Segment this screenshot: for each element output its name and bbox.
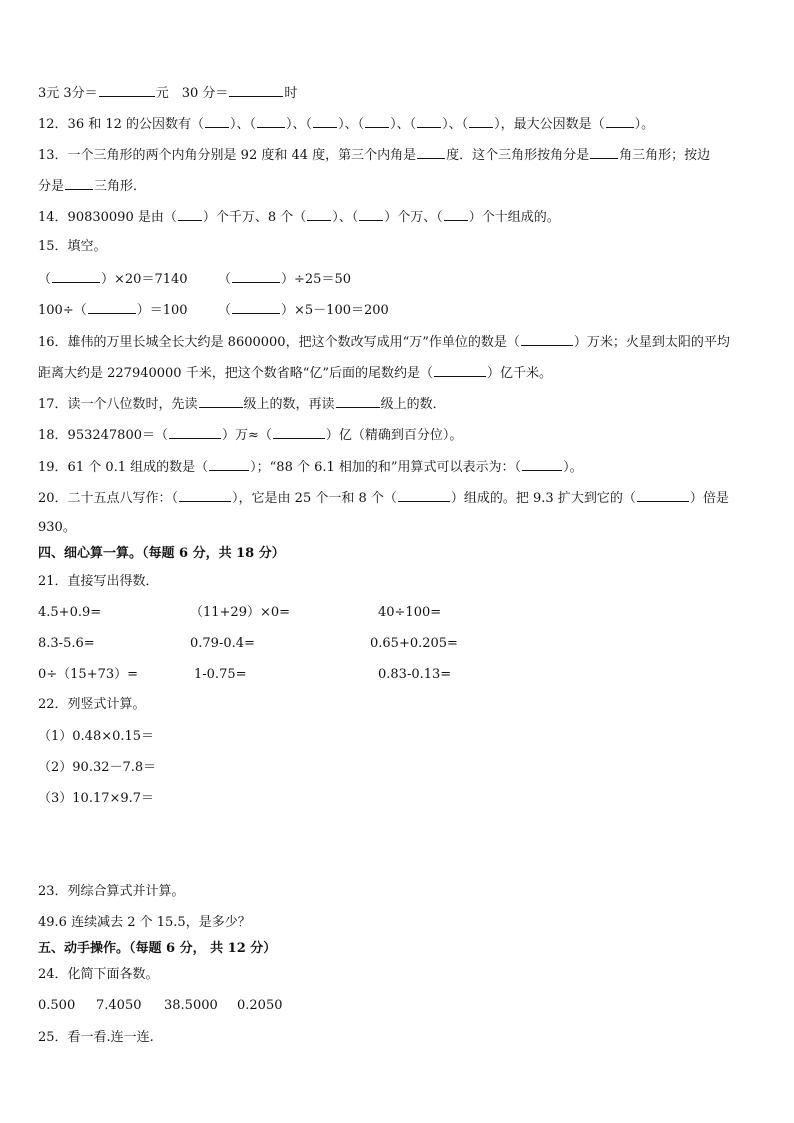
conversion-minutes: 元 30 分＝ — [155, 86, 229, 101]
calc-item: 1-0.75= — [194, 667, 247, 682]
q16-text: ）万米；火星到太阳的平均 — [573, 335, 730, 350]
answer-blank — [205, 115, 229, 128]
answer-blank — [444, 208, 468, 221]
answer-blank — [469, 115, 493, 128]
calc-item: 8.3-5.6= — [38, 636, 95, 651]
calc-item: （11+29）×0= — [190, 605, 291, 620]
q20-text: 930。 — [38, 520, 76, 535]
q19-text: ）。 — [563, 460, 583, 475]
q17-text: 级上的数． — [380, 397, 446, 412]
answer-blank — [169, 426, 221, 439]
q20-text: ）组成的。把 9.3 扩大到它的（ — [450, 491, 636, 506]
vertical-calc-item: （2）90.32－7.8＝ — [38, 760, 157, 775]
q16-text: 距离大约是 227940000 千米，把这个数省略“亿”后面的尾数约是（ — [38, 366, 433, 381]
q12-separator: ）、（ — [442, 117, 469, 132]
q18-text: ）亿（精确到百分位）。 — [325, 428, 463, 443]
question-22: 22．列竖式计算。 — [38, 697, 146, 712]
answer-blank — [209, 458, 249, 471]
answer-blank — [178, 208, 202, 221]
answer-blank — [88, 301, 136, 314]
calc-item: 0.65+0.205= — [370, 636, 458, 651]
question-20-continued — [38, 520, 76, 536]
answer-blank — [336, 395, 380, 408]
q14-text: ）个万、（ — [384, 210, 443, 225]
q15-equation-3: 100÷（ ）＝100 — [38, 303, 188, 318]
q15-equation-2: （ ）÷25＝50 — [218, 272, 351, 287]
q14-text: 14．90830090 是由（ — [38, 210, 177, 225]
q13-text: 分是 — [38, 179, 65, 194]
q18-text: 18．953247800＝（ — [38, 428, 168, 443]
q16-text: 16．雄伟的万里长城全长大约是 8600000，把这个数改写成用“万”作单位的数是（ — [38, 335, 520, 350]
section-4-heading: 四、细心算一算。（每题 6 分，共 18 分） — [38, 546, 285, 561]
question-24: 24．化简下面各数。 — [38, 967, 159, 982]
answer-blank — [359, 208, 383, 221]
q15-equation-4: （ ）×5－100＝200 — [218, 303, 389, 318]
q16-text: ）亿千米。 — [487, 366, 553, 381]
answer-blank — [52, 270, 100, 283]
question-23-problem: 49.6 连续减去 2 个 15.5，是多少？ — [38, 915, 251, 930]
section-5-heading: 五、动手操作。（每题 6 分， 共 12 分） — [38, 941, 277, 956]
calc-item: 0.83-0.13= — [378, 667, 452, 682]
answer-blank — [434, 364, 486, 377]
q13-text: 度．这个三角形按角分是 — [446, 148, 590, 163]
q15-text: 15．填空。 — [38, 239, 107, 254]
q12-separator: ）、（ — [230, 117, 257, 132]
answer-blank — [521, 333, 573, 346]
calc-item: 4.5+0.9= — [38, 605, 102, 620]
answer-blank — [232, 270, 280, 283]
simplify-number: 38.5000 — [164, 998, 218, 1013]
q17-text: 17．读一个八位数时，先读 — [38, 397, 198, 412]
q19-text: 19．61 个 0.1 组成的数是（ — [38, 460, 209, 475]
simplify-number: 0.500 — [38, 998, 76, 1013]
q20-text: ），它是由 25 个一和 8 个（ — [232, 491, 397, 506]
q20-text: 20．二十五点八写作：（ — [38, 491, 179, 506]
simplify-number: 0.2050 — [237, 998, 283, 1013]
q12-text: ）。 — [634, 117, 655, 132]
q17-text: 级上的数，再读 — [243, 397, 335, 412]
answer-blank — [522, 458, 562, 471]
answer-blank — [313, 115, 337, 128]
question-17 — [38, 395, 446, 413]
question-16-continued — [38, 364, 552, 382]
q12-text: 12．36 和 12 的公因数有（ — [38, 117, 205, 132]
q15-equation-1: （ ）×20＝7140 — [38, 272, 188, 287]
calc-item: 0÷（15+73）= — [38, 667, 139, 682]
question-18 — [38, 426, 462, 444]
answer-blank — [229, 84, 283, 97]
q18-text: ）万≈（ — [221, 428, 272, 443]
question-15 — [38, 239, 107, 255]
calc-item: 40÷100= — [378, 605, 442, 620]
q12-separator: ）、（ — [390, 117, 417, 132]
answer-blank — [417, 115, 441, 128]
q13-text: 13．一个三角形的两个内角分别是 92 度和 44 度，第三个内角是 — [38, 148, 417, 163]
q20-text: ）倍是 — [689, 491, 729, 506]
q13-text: 角三角形；按边 — [619, 148, 711, 163]
question-23: 23．列综合算式并计算。 — [38, 884, 185, 899]
answer-blank — [307, 208, 331, 221]
q14-text: ）个千万、8 个（ — [202, 210, 307, 225]
q14-text: ）、（ — [332, 210, 359, 225]
conversion-yuan-fen: 3元 3分＝ — [38, 86, 98, 101]
answer-blank — [417, 146, 445, 159]
answer-blank — [398, 489, 450, 502]
simplify-number: 7.4050 — [96, 998, 142, 1013]
q12-separator: ）、（ — [338, 117, 365, 132]
question-14 — [38, 208, 560, 226]
q12-text: ），最大公因数是（ — [494, 117, 605, 132]
q12-separator: ）、（ — [286, 117, 313, 132]
question-25: 25．看一看.连一连. — [38, 1030, 154, 1045]
answer-blank — [65, 177, 93, 190]
conversion-hour-unit: 时 — [284, 86, 298, 101]
answer-blank — [365, 115, 389, 128]
q13-text: 三角形． — [94, 179, 147, 194]
answer-blank — [273, 426, 325, 439]
answer-blank — [232, 301, 280, 314]
question-19 — [38, 458, 583, 476]
line-unit-conversion — [38, 84, 297, 102]
q19-text: ）；“88 个 6.1 相加的和”用算式可以表示为：（ — [250, 460, 522, 475]
vertical-calc-item: （3）10.17×9.7＝ — [38, 791, 155, 806]
answer-blank — [179, 489, 231, 502]
answer-blank — [637, 489, 689, 502]
answer-blank — [199, 395, 243, 408]
calc-item: 0.79-0.4= — [190, 636, 255, 651]
question-21: 21．直接写出得数． — [38, 574, 159, 589]
question-12 — [38, 115, 654, 133]
answer-blank — [590, 146, 618, 159]
question-13 — [38, 146, 710, 164]
answer-blank — [257, 115, 285, 128]
vertical-calc-item: （1）0.48×0.15＝ — [38, 729, 155, 744]
q14-text: ）个十组成的。 — [468, 210, 560, 225]
answer-blank — [99, 84, 155, 97]
question-13-continued — [38, 177, 146, 195]
question-20 — [38, 489, 729, 507]
answer-blank — [606, 115, 634, 128]
question-16 — [38, 333, 730, 351]
